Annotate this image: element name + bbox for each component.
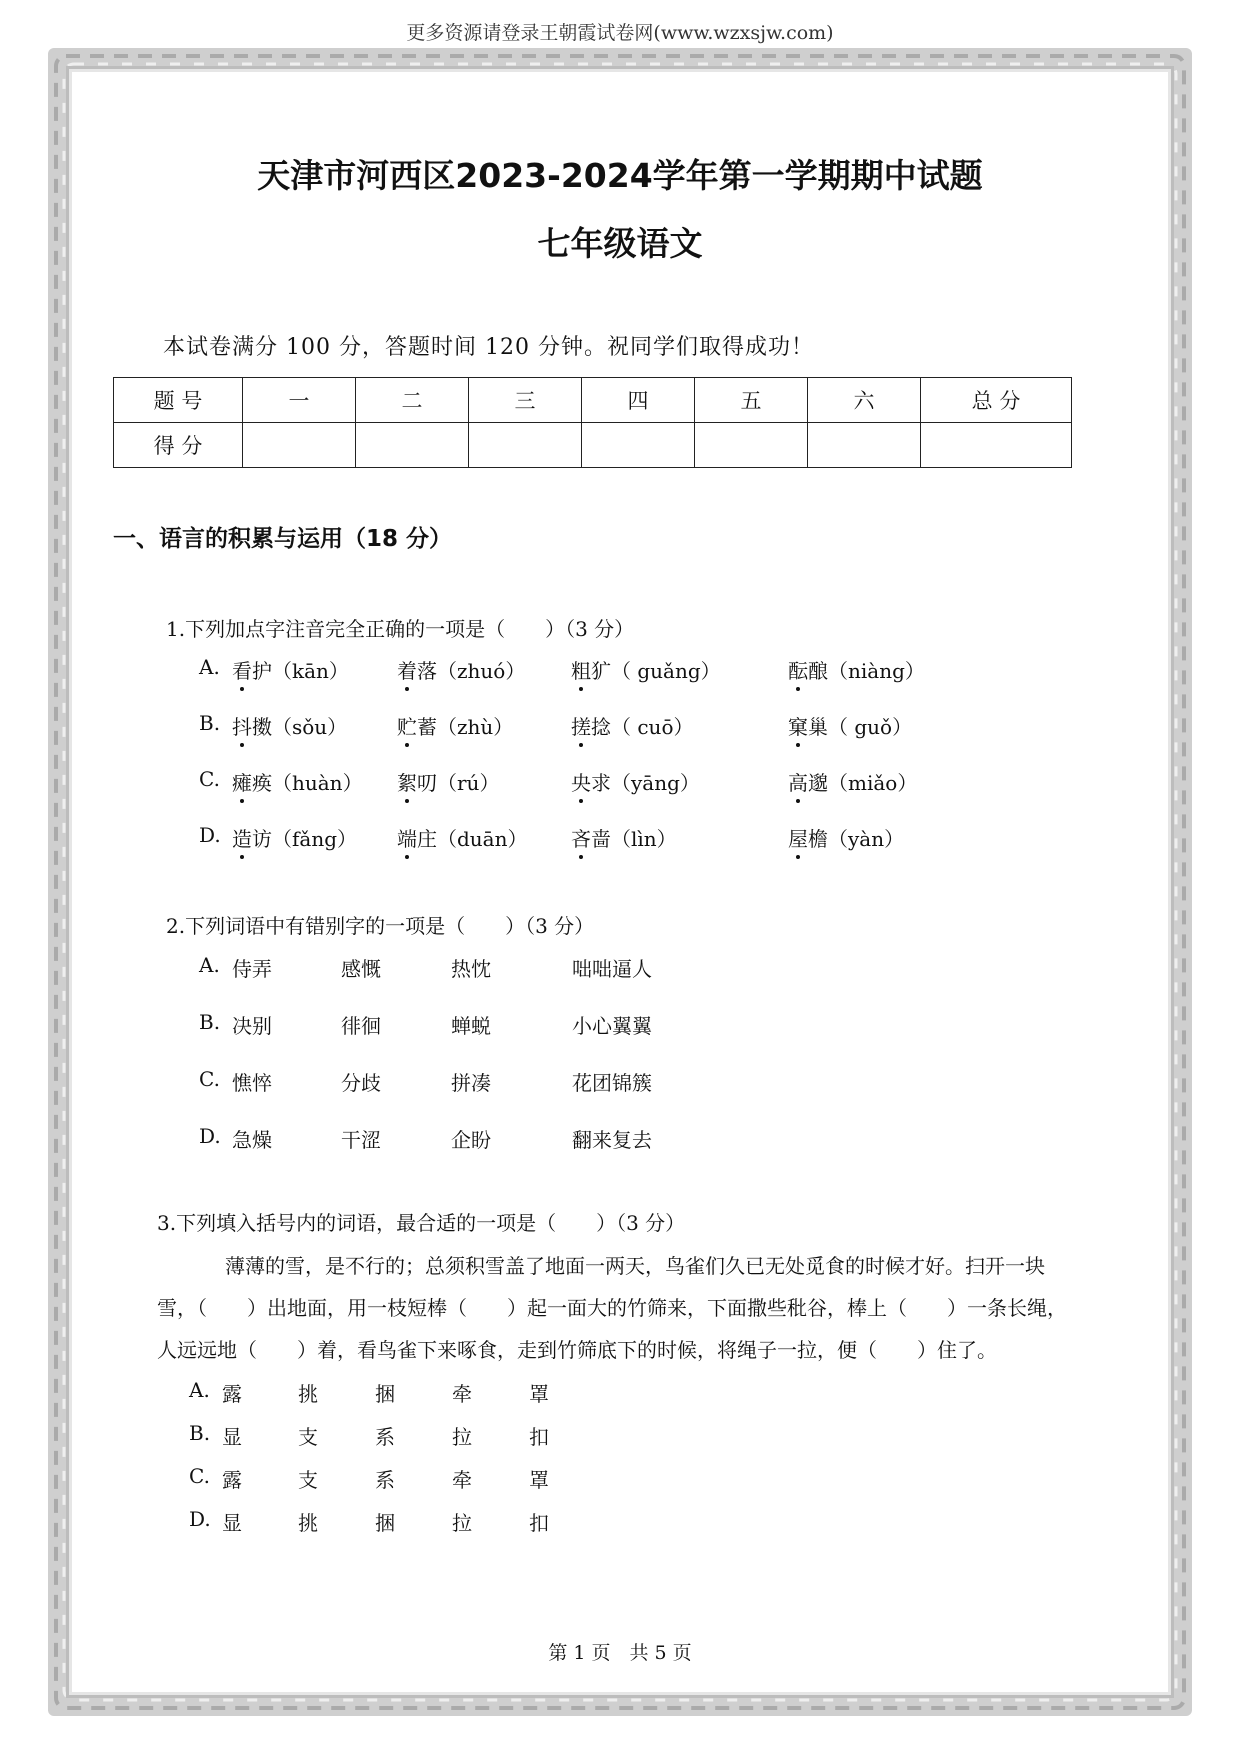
- option-letter: D.: [199, 823, 221, 847]
- score-input-cell: [921, 423, 1072, 468]
- option-item: 感慨: [341, 957, 381, 981]
- option-item: 侍弄: [232, 957, 272, 981]
- option-item: 企盼: [451, 1128, 491, 1152]
- table-cell: 四: [582, 378, 695, 423]
- option-item: 着落（zhuó）: [397, 659, 526, 683]
- question-1-stem: 1.下列加点字注音完全正确的一项是（ ）（3 分）: [166, 617, 635, 641]
- score-input-cell: [808, 423, 921, 468]
- option-item: 罩: [529, 1468, 549, 1492]
- option-item: 分歧: [341, 1071, 381, 1095]
- option-item: 看护（kān）: [232, 659, 349, 683]
- option-item: 显: [222, 1511, 242, 1535]
- option-item: 抖擞（sǒu）: [232, 715, 348, 739]
- option-letter: C.: [189, 1464, 210, 1488]
- option-letter: A.: [189, 1378, 210, 1402]
- question-2-stem: 2.下列词语中有错别字的一项是（ ）（3 分）: [166, 914, 595, 938]
- option-item: 酝酿（niàng）: [788, 659, 925, 683]
- option-item: 小心翼翼: [572, 1014, 652, 1038]
- option-item: 憔悴: [232, 1071, 272, 1095]
- option-item: 瘫痪（huàn）: [232, 771, 363, 795]
- option-item: 造访（fǎng）: [232, 827, 358, 851]
- option-item: 支: [298, 1468, 318, 1492]
- option-item: 捆: [375, 1382, 395, 1406]
- option-item: 牵: [452, 1382, 472, 1406]
- table-cell: 五: [695, 378, 808, 423]
- question-3-stem: 3.下列填入括号内的词语，最合适的一项是（ ）（3 分）: [157, 1211, 686, 1235]
- option-item: 贮蓄（zhù）: [397, 715, 514, 739]
- passage-line: 人远远地（ ）着，看鸟雀下来啄食，走到竹筛底下的时候，将绳子一拉，便（ ）住了。: [157, 1338, 997, 1362]
- option-item: 徘徊: [341, 1014, 381, 1038]
- option-item: 扣: [529, 1511, 549, 1535]
- option-letter: A.: [199, 953, 220, 977]
- option-item: 干涩: [341, 1128, 381, 1152]
- score-input-cell: [695, 423, 808, 468]
- score-table: [113, 377, 1072, 468]
- option-item: 拉: [452, 1511, 472, 1535]
- option-item: 牵: [452, 1468, 472, 1492]
- passage-line: 薄薄的雪，是不行的；总须积雪盖了地面一两天，鸟雀们久已无处觅食的时候才好。扫开一块: [225, 1254, 1045, 1278]
- option-item: 支: [298, 1425, 318, 1449]
- passage-line: 雪，（ ）出地面，用一枝短棒（ ）起一面大的竹筛来，下面撒些秕谷，棒上（ ）一条长绳，: [157, 1296, 1067, 1320]
- table-cell: 题 号: [114, 378, 243, 423]
- option-item: 屋檐（yàn）: [788, 827, 905, 851]
- table-cell: 得 分: [114, 423, 243, 468]
- option-item: 罩: [529, 1382, 549, 1406]
- option-item: 搓捻（ cuō）: [571, 715, 694, 739]
- option-item: 央求（yāng）: [571, 771, 700, 795]
- option-item: 拼凑: [451, 1071, 491, 1095]
- option-letter: B.: [199, 711, 221, 735]
- option-item: 拉: [452, 1425, 472, 1449]
- option-item: 翻来复去: [572, 1128, 652, 1152]
- option-letter: C.: [199, 1067, 220, 1091]
- exam-subtitle: 七年级语文: [537, 224, 703, 263]
- option-item: 花团锦簇: [572, 1071, 652, 1095]
- option-item: 决别: [232, 1014, 272, 1038]
- option-item: 系: [375, 1468, 395, 1492]
- option-item: 扣: [529, 1425, 549, 1449]
- option-item: 高邈（miǎo）: [788, 771, 918, 795]
- option-item: 露: [222, 1382, 242, 1406]
- table-cell: 总 分: [921, 378, 1072, 423]
- option-item: 显: [222, 1425, 242, 1449]
- option-item: 系: [375, 1425, 395, 1449]
- option-item: 急燥: [232, 1128, 272, 1152]
- option-item: 捆: [375, 1511, 395, 1535]
- score-input-cell: [469, 423, 582, 468]
- option-item: 端庄（duān）: [397, 827, 528, 851]
- exam-title: 天津市河西区2023-2024学年第一学期期中试题: [257, 156, 983, 195]
- option-item: 咄咄逼人: [572, 957, 652, 981]
- table-cell: 一: [243, 378, 356, 423]
- table-cell: 六: [808, 378, 921, 423]
- score-input-cell: [356, 423, 469, 468]
- exam-intro: 本试卷满分 100 分，答题时间 120 分钟。祝同学们取得成功！: [163, 335, 814, 360]
- source-note: 更多资源请登录王朝霞试卷网(www.wzxsjw.com): [406, 22, 834, 44]
- option-letter: B.: [199, 1010, 221, 1034]
- section-heading: 一、语言的积累与运用（18 分）: [113, 526, 453, 552]
- option-letter: B.: [189, 1421, 211, 1445]
- option-item: 露: [222, 1468, 242, 1492]
- option-letter: C.: [199, 767, 220, 791]
- score-table-score-row: [114, 423, 1072, 468]
- table-cell: 二: [356, 378, 469, 423]
- option-item: 粗犷（ guǎng）: [571, 659, 721, 683]
- option-letter: A.: [199, 655, 220, 679]
- option-item: 絮叨（rú）: [397, 771, 500, 795]
- option-item: 吝啬（lìn）: [571, 827, 677, 851]
- score-input-cell: [243, 423, 356, 468]
- option-letter: D.: [189, 1507, 211, 1531]
- score-input-cell: [582, 423, 695, 468]
- table-cell: 三: [469, 378, 582, 423]
- option-item: 热忱: [451, 957, 491, 981]
- score-table-header-row: [114, 378, 1072, 423]
- option-letter: D.: [199, 1124, 221, 1148]
- option-item: 挑: [298, 1382, 318, 1406]
- option-item: 窠巢（ guǒ）: [788, 715, 913, 739]
- option-item: 挑: [298, 1511, 318, 1535]
- option-item: 蝉蜕: [451, 1014, 491, 1038]
- page-number: 第 1 页 共 5 页: [548, 1642, 692, 1664]
